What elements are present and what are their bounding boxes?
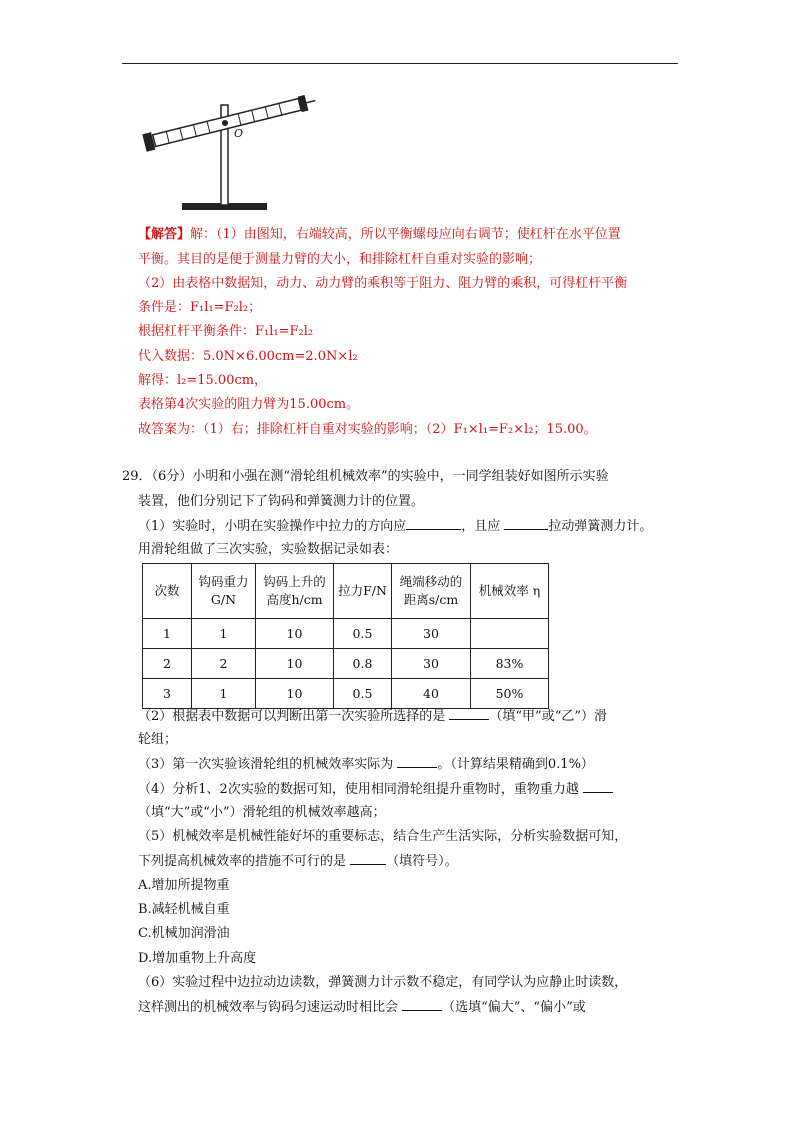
lever-bar <box>142 95 317 152</box>
answer-blank-2[interactable] <box>449 706 489 720</box>
q29-part3: （3）第一次实验该滑轮组的机械效率实际为 。（计算结果精确到0.1%） <box>138 754 594 775</box>
header-cell: 拉力F/N <box>334 564 392 619</box>
table-cell: 1 <box>192 619 256 649</box>
table-cell: 2 <box>143 649 192 679</box>
q29-part1: （1）实验时，小明在实验操作中拉力的方向应 ，且应 拉动弹簧测力计。 <box>138 516 652 537</box>
option-d: D.增加重物上升高度 <box>138 951 257 966</box>
table-cell: 30 <box>392 649 471 679</box>
answer-blank-5[interactable] <box>350 851 386 865</box>
answer-line-3: （2）由表格中数据知，动力、动力臂的乘积等于阻力、阻力臂的乘积，可得杠杆平衡 <box>138 276 628 291</box>
answer-tag: 【解答】 <box>138 227 191 242</box>
answer-line-4: 条件是：F₁l₁=F₂l₂； <box>138 300 262 315</box>
option-b: B.减轻机械自重 <box>138 902 230 917</box>
table-cell: 0.5 <box>334 679 392 709</box>
answer-line-1: 【解答】解：（1）由图知，右端较高，所以平衡螺母应向右调节；使杠杆在水平位置 <box>138 227 621 242</box>
header-cell: 钩码重力 G/N <box>192 564 256 619</box>
answer-blank-1b[interactable] <box>504 516 548 530</box>
q29-part4-cont: （填“大”或“小”）滑轮组的机械效率越高； <box>138 805 386 820</box>
answer-line-8: 表格第4次实验的阻力臂为15.00cm。 <box>138 397 360 412</box>
table-row <box>143 619 549 649</box>
table-cell: 1 <box>192 679 256 709</box>
table-row <box>143 679 549 709</box>
answer-blank-4[interactable] <box>583 779 613 793</box>
table-cell: 10 <box>256 679 334 709</box>
q29-part6: （6）实验过程中边拉动边读数，弹簧测力计示数不稳定，有同学认为应静止时读数， <box>138 975 628 990</box>
table-cell: 30 <box>392 619 471 649</box>
answer-line-7: 解得：l₂=15.00cm， <box>138 373 268 388</box>
table-cell: 40 <box>392 679 471 709</box>
header-cell: 次数 <box>143 564 192 619</box>
table-cell: 2 <box>192 649 256 679</box>
q29-part2-cont: 轮组； <box>138 732 178 747</box>
answer-blank-6[interactable] <box>402 997 442 1011</box>
q29-part4: （4）分析1、2次实验的数据可知，使用相同滑轮组提升重物时，重物重力越 <box>138 779 613 800</box>
table-cell: 10 <box>256 649 334 679</box>
header-cell: 钩码上升的 高度h/cm <box>256 564 334 619</box>
q29-part2: （2）根据表中数据可以判断出第一次实验所选择的是 （填“甲”或“乙”）滑 <box>138 706 607 727</box>
answer-line-9: 故答案为：（1）右；排除杠杆自重对实验的影响；（2）F₁×l₁=F₂×l₂；15.00。 <box>138 422 597 437</box>
table-cell <box>471 619 549 649</box>
header-cell: 绳端移动的 距离s/cm <box>392 564 471 619</box>
q29-part1-table-intro: 用滑轮组做了三次实验，实验数据记录如表： <box>138 542 399 557</box>
option-a: A.增加所提物重 <box>138 878 230 893</box>
table-cell: 50% <box>471 679 549 709</box>
answer-blank-3[interactable] <box>397 754 437 768</box>
table-cell: 0.5 <box>334 619 392 649</box>
table-cell: 1 <box>143 619 192 649</box>
lever-figure <box>140 95 320 220</box>
q29-part6-cont: 这样测出的机械效率与钩码匀速运动时相比会 （选填“偏大”、“偏小”或 <box>138 997 586 1018</box>
q29-intro-2: 装置，他们分别记下了钩码和弹簧测力计的位置。 <box>138 494 425 509</box>
q29-part5-cont: 下列提高机械效率的措施不可行的是 （填符号）。 <box>138 851 458 872</box>
answer-line-6: 代入数据：5.0N×6.00cm=2.0N×l₂ <box>138 349 358 364</box>
header-rule <box>122 63 678 64</box>
header-cell: 机械效率 η <box>471 564 549 619</box>
pivot-label: O <box>234 127 244 140</box>
answer-line-2: 平衡。其目的是便于测量力臂的大小，和排除杠杆自重对实验的影响； <box>138 252 542 267</box>
table-cell: 83% <box>471 649 549 679</box>
table-cell: 0.8 <box>334 649 392 679</box>
q29-intro-1: 29．（6分）小明和小强在测“滑轮组机械效率”的实验中，一同学组装好如图所示实验 <box>122 469 609 484</box>
option-c: C.机械加润滑油 <box>138 926 230 941</box>
experiment-table <box>142 563 549 709</box>
q29-part5: （5）机械效率是机械性能好坏的重要标志，结合生产生活实际，分析实验数据可知， <box>138 829 628 844</box>
pivot-point <box>222 120 228 126</box>
table-cell: 10 <box>256 619 334 649</box>
table-cell: 3 <box>143 679 192 709</box>
table-header-row <box>143 564 549 619</box>
answer-line-5: 根据杠杆平衡条件：F₁l₁=F₂l₂ <box>138 324 314 339</box>
answer-blank-1a[interactable] <box>406 516 461 530</box>
table-row <box>143 649 549 679</box>
